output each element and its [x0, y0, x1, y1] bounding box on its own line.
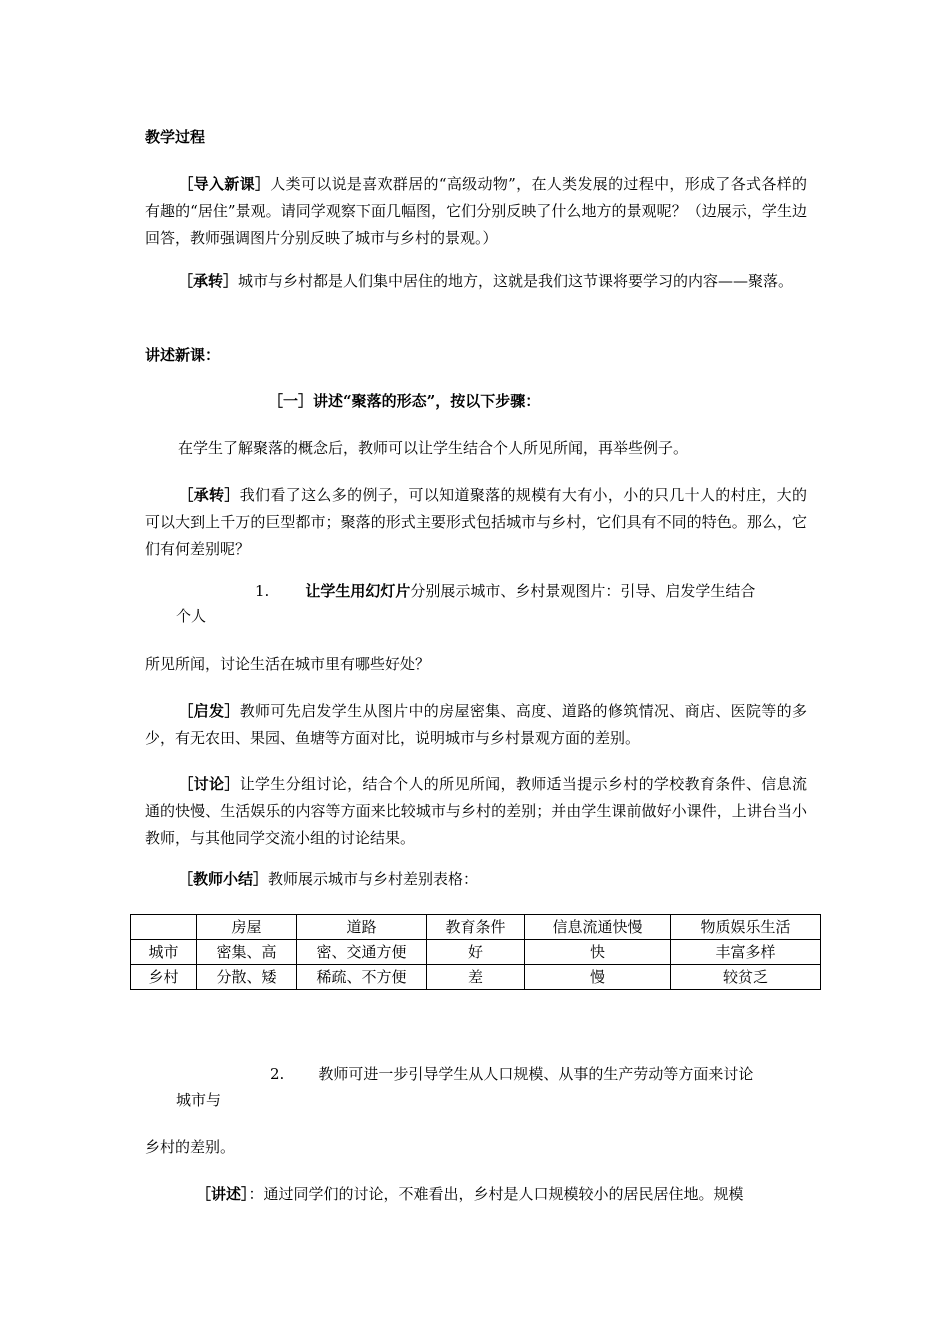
- concept-text: 在学生了解聚落的概念后，教师可以让学生结合个人所见所闻，再举些例子。: [178, 439, 689, 457]
- paragraph-transition-1: [145, 268, 807, 295]
- table-cell: 快: [525, 940, 671, 965]
- paragraph-summary: [145, 866, 807, 893]
- table-cell: 密集、高: [197, 940, 297, 965]
- inspire-text: 教师可先启发学生从图片中的房屋密集、高度、道路的修筑情况、商店、医院等的多少，有无农田、果园、鱼塘等方面对比，说明城市与乡村景观方面的差别。: [145, 702, 807, 747]
- list-item-1: [255, 578, 815, 605]
- list-item-1-number: 1.: [255, 582, 270, 600]
- list-item-2-number: 2.: [270, 1065, 285, 1083]
- tag-inspire: ［启发］: [178, 702, 240, 720]
- paragraph-intro: [145, 171, 807, 252]
- paragraph-transition-2: [145, 482, 807, 563]
- table-cell: 乡村: [131, 965, 197, 990]
- table-cell: 好: [427, 940, 525, 965]
- list-item-2: [270, 1061, 815, 1088]
- table-header-cell: 道路: [297, 915, 427, 940]
- section-title: 讲述新课：: [145, 346, 221, 364]
- list-item-1-wrap: 个人: [176, 607, 207, 625]
- list-item-1-bold: 让学生用幻灯片: [305, 582, 411, 600]
- heading: 教学过程: [145, 128, 206, 146]
- list-item-2-wrap: 城市与: [176, 1091, 222, 1109]
- list-item-2-continuation: 乡村的差别。: [145, 1138, 236, 1156]
- table-cell: 慢: [525, 965, 671, 990]
- list-item-2-text: 教师可进一步引导学生从人口规模、从事的生产劳动等方面来讨论: [318, 1065, 754, 1083]
- paragraph-lecture: [196, 1181, 811, 1208]
- paragraph-concept: [145, 435, 807, 462]
- tag-lecture: ［讲述］: [196, 1185, 249, 1203]
- table-row: [131, 940, 821, 965]
- summary-text: 教师展示城市与乡村差别表格：: [268, 870, 479, 888]
- table-header-row: [131, 915, 821, 940]
- intro-text: 人类可以说是喜欢群居的“高级动物”，在人类发展的过程中，形成了各式各样的有趣的“居住”景观。请同学观察下面几幅图，它们分别反映了什么地方的景观呢？（边展示，学生边回答，教师强调图片分别反映了城市与乡村的景观。）: [145, 175, 807, 247]
- table-cell: 分散、矮: [197, 965, 297, 990]
- discussion-text: 让学生分组讨论，结合个人的所见所闻，教师适当提示乡村的学校教育条件、信息流通的快慢、生活娱乐的内容等方面来比较城市与乡村的差别；并由学生课前做好小课件，上讲台当小教师，与其他同学交流小组的讨论结果。: [145, 775, 807, 847]
- comparison-table: [130, 914, 821, 990]
- transition-1-text: 城市与乡村都是人们集中居住的地方，这就是我们这节课将要学习的内容——聚落。: [238, 272, 794, 290]
- table-row: [131, 965, 821, 990]
- table-header-cell: [131, 915, 197, 940]
- paragraph-discussion: [145, 771, 807, 852]
- table-cell: 城市: [131, 940, 197, 965]
- table-header-cell: 教育条件: [427, 915, 525, 940]
- tag-transition-1: ［承转］: [178, 272, 239, 290]
- tag-intro: ［导入新课］: [178, 175, 271, 193]
- lecture-text: ：通过同学们的讨论，不难看出，乡村是人口规模较小的居民居住地。规模: [248, 1185, 744, 1203]
- table-header-cell: 信息流通快慢: [525, 915, 671, 940]
- table-cell: 稀疏、不方便: [297, 965, 427, 990]
- list-item-1-text: 分别展示城市、乡村景观图片：引导、启发学生结合: [410, 582, 756, 600]
- tag-discussion: ［讨论］: [178, 775, 240, 793]
- table-cell: 密、交通方便: [297, 940, 427, 965]
- table-cell: 差: [427, 965, 525, 990]
- table-header-cell: 物质娱乐生活: [671, 915, 821, 940]
- transition-2-text: 我们看了这么多的例子，可以知道聚落的规模有大有小，小的只几十人的村庄，大的可以大到上千万的巨型都市；聚落的形式主要形式包括城市与乡村，它们具有不同的特色。那么，它们有何差别呢？: [145, 486, 807, 558]
- paragraph-inspire: [145, 698, 807, 752]
- tag-transition-2: ［承转］: [178, 486, 240, 504]
- table-cell: 较贫乏: [671, 965, 821, 990]
- sub-title: ［一］讲述“聚落的形态”，按以下步骤：: [268, 392, 541, 410]
- table-header-cell: 房屋: [197, 915, 297, 940]
- table-cell: 丰富多样: [671, 940, 821, 965]
- tag-summary: ［教师小结］: [178, 870, 269, 888]
- list-item-1-continuation: 所见所闻，讨论生活在城市里有哪些好处？: [145, 655, 431, 673]
